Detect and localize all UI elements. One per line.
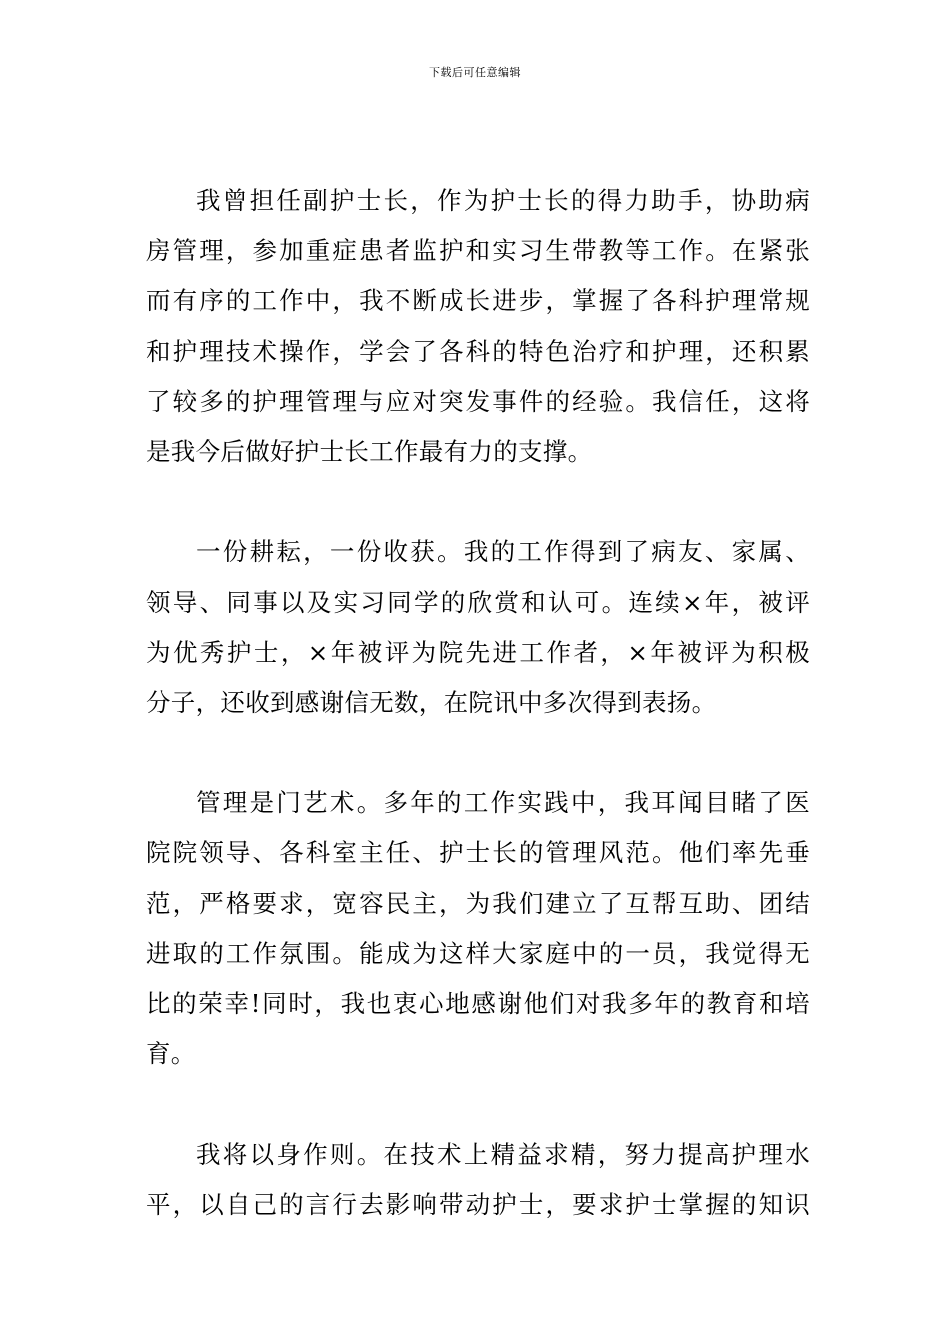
- paragraph-line: 院院领导、各科室主任、护士长的管理风范。他们率先垂: [146, 838, 810, 868]
- paragraph-4: [146, 1130, 810, 1230]
- page-header: 下载后可任意编辑: [429, 66, 521, 79]
- paragraph-2: [146, 527, 810, 728]
- document-body: [146, 176, 810, 1230]
- paragraph-line: 平，以自己的言行去影响带动护士，要求护士掌握的知识: [146, 1189, 810, 1219]
- paragraph-line: 我曾担任副护士长，作为护士长的得力助手，协助病: [196, 186, 810, 215]
- paragraph-line: 领导、同事以及实习同学的欣赏和认可。连续×年，被评: [146, 587, 810, 617]
- paragraph-3: [146, 778, 810, 1079]
- paragraph-line: 育。: [146, 1039, 196, 1069]
- paragraph-line: 范，严格要求，宽容民主，为我们建立了互帮互助、团结: [146, 888, 810, 918]
- paragraph-spacer: [146, 728, 810, 778]
- paragraph-line: 分子，还收到感谢信无数，在院讯中多次得到表扬。: [146, 687, 717, 717]
- paragraph-line: 而有序的工作中，我不断成长进步，掌握了各科护理常规: [146, 286, 810, 316]
- paragraph-line: 一份耕耘，一份收获。我的工作得到了病友、家属、: [196, 537, 810, 567]
- paragraph-line: 和护理技术操作，学会了各科的特色治疗和护理，还积累: [146, 336, 810, 366]
- paragraph-line: 房管理，参加重症患者监护和实习生带教等工作。在紧张: [146, 236, 810, 266]
- paragraph-line: 了较多的护理管理与应对突发事件的经验。我信任，这将: [146, 386, 810, 416]
- paragraph-line: 为优秀护士，×年被评为院先进工作者，×年被评为积极: [146, 637, 810, 667]
- paragraph-spacer: [146, 1079, 810, 1129]
- paragraph-line: 进取的工作氛围。能成为这样大家庭中的一员，我觉得无: [146, 938, 810, 968]
- paragraph-1: [146, 176, 810, 477]
- paragraph-spacer: [146, 477, 810, 527]
- paragraph-line: 比的荣幸!同时，我也衷心地感谢他们对我多年的教育和培: [146, 989, 810, 1018]
- paragraph-line: 我将以身作则。在技术上精益求精，努力提高护理水: [196, 1139, 810, 1169]
- paragraph-line: 管理是门艺术。多年的工作实践中，我耳闻目睹了医: [196, 788, 810, 818]
- paragraph-line: 是我今后做好护士长工作最有力的支撑。: [146, 436, 593, 466]
